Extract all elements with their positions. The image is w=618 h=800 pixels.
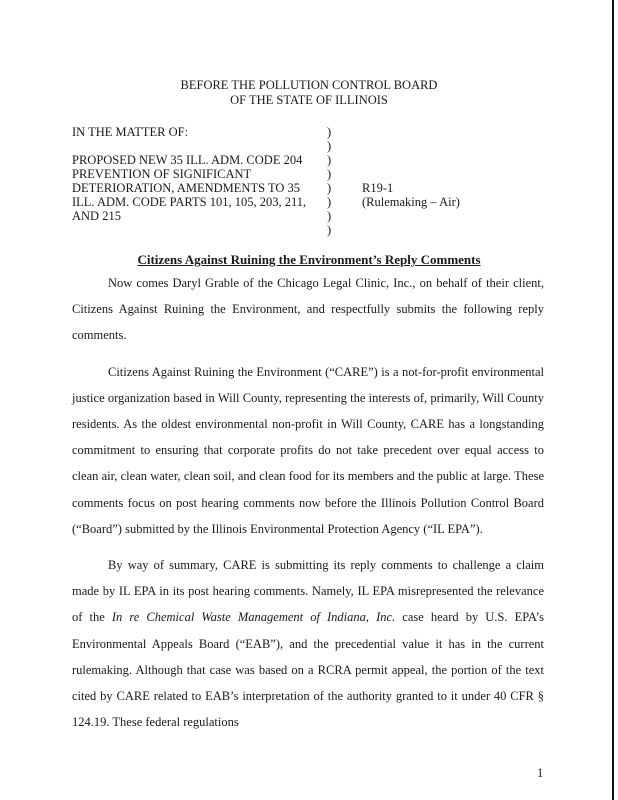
page-number: 1 (537, 766, 544, 780)
body-paragraph: Now comes Daryl Grable of the Chicago Legal Clinic, Inc., on behalf of their client, Citizens Against Ruining the Environment, and respectfully submits the following reply comments. (72, 276, 544, 343)
caption-paren: ) (327, 195, 332, 209)
caption-paren: ) (327, 209, 332, 223)
proceeding-line: PREVENTION OF SIGNIFICANT (72, 167, 252, 181)
scan-edge-line (612, 0, 614, 800)
body-text (72, 270, 544, 745)
caption-paren: ) (327, 181, 332, 195)
document-title: Citizens Against Ruining the Environment’s Reply Comments (137, 252, 481, 267)
caption-paren: ) (327, 153, 332, 167)
docket-info (362, 181, 460, 209)
in-the-matter-label: IN THE MATTER OF: (72, 125, 189, 139)
proceeding-line: DETERIORATION, AMENDMENTS TO 35 (72, 181, 301, 195)
case-caption (72, 125, 342, 223)
caption-parentheses (327, 125, 331, 237)
case-citation: In re Chemical Waste Management of Indiana, Inc. (111, 610, 396, 625)
caption-paren: ) (327, 167, 332, 181)
caption-paren: ) (327, 139, 332, 153)
caption-paren: ) (327, 223, 332, 237)
board-header-line1: BEFORE THE POLLUTION CONTROL BOARD (180, 78, 438, 92)
caption-paren: ) (327, 125, 332, 139)
docket-number: R19-1 (362, 181, 394, 195)
body-paragraph: Citizens Against Ruining the Environment (“CARE”) is a not-for-profit environmental justice organization based in Will County, representing the interests of, primarily, Will County residents. As the oldest environmental non-profit in Will County, CARE has a longstanding commitment to ensuring that corporate profits do not take precedent over equal access to clean air, clean water, clean soil, and clean food for its members and the public at large. These comments focus on post hearing comments now before the Illinois Pollution Control Board (“Board”) submitted by the Illinois Environmental Protection Agency (“IL EPA”). (72, 364, 544, 536)
docket-type: (Rulemaking – Air) (362, 195, 460, 209)
proceeding-line: AND 215 (72, 209, 121, 223)
board-header-line2: OF THE STATE OF ILLINOIS (230, 93, 388, 107)
paragraph-text: case heard by U.S. EPA’s Environmental Appeals Board (“EAB”), and the precedential value it has in the current rulemaking. Although that case was based on a RCRA permit appeal, the portion of the text cited by CARE related to EAB’s interpretation of the authority granted to it under 40 CFR § 124.19. These federal regulations (72, 610, 545, 730)
body-paragraph (72, 552, 544, 735)
proceeding-line: ILL. ADM. CODE PARTS 101, 105, 203, 211, (72, 195, 307, 209)
proceeding-line: PROPOSED NEW 35 ILL. ADM. CODE 204 (72, 153, 303, 167)
paragraph-text: By way of summary, CARE is submitting its reply comments to challenge a claim made by IL EPA in its post hearing comments. Namely, IL EPA misrepresented the relevance of the (72, 558, 544, 625)
